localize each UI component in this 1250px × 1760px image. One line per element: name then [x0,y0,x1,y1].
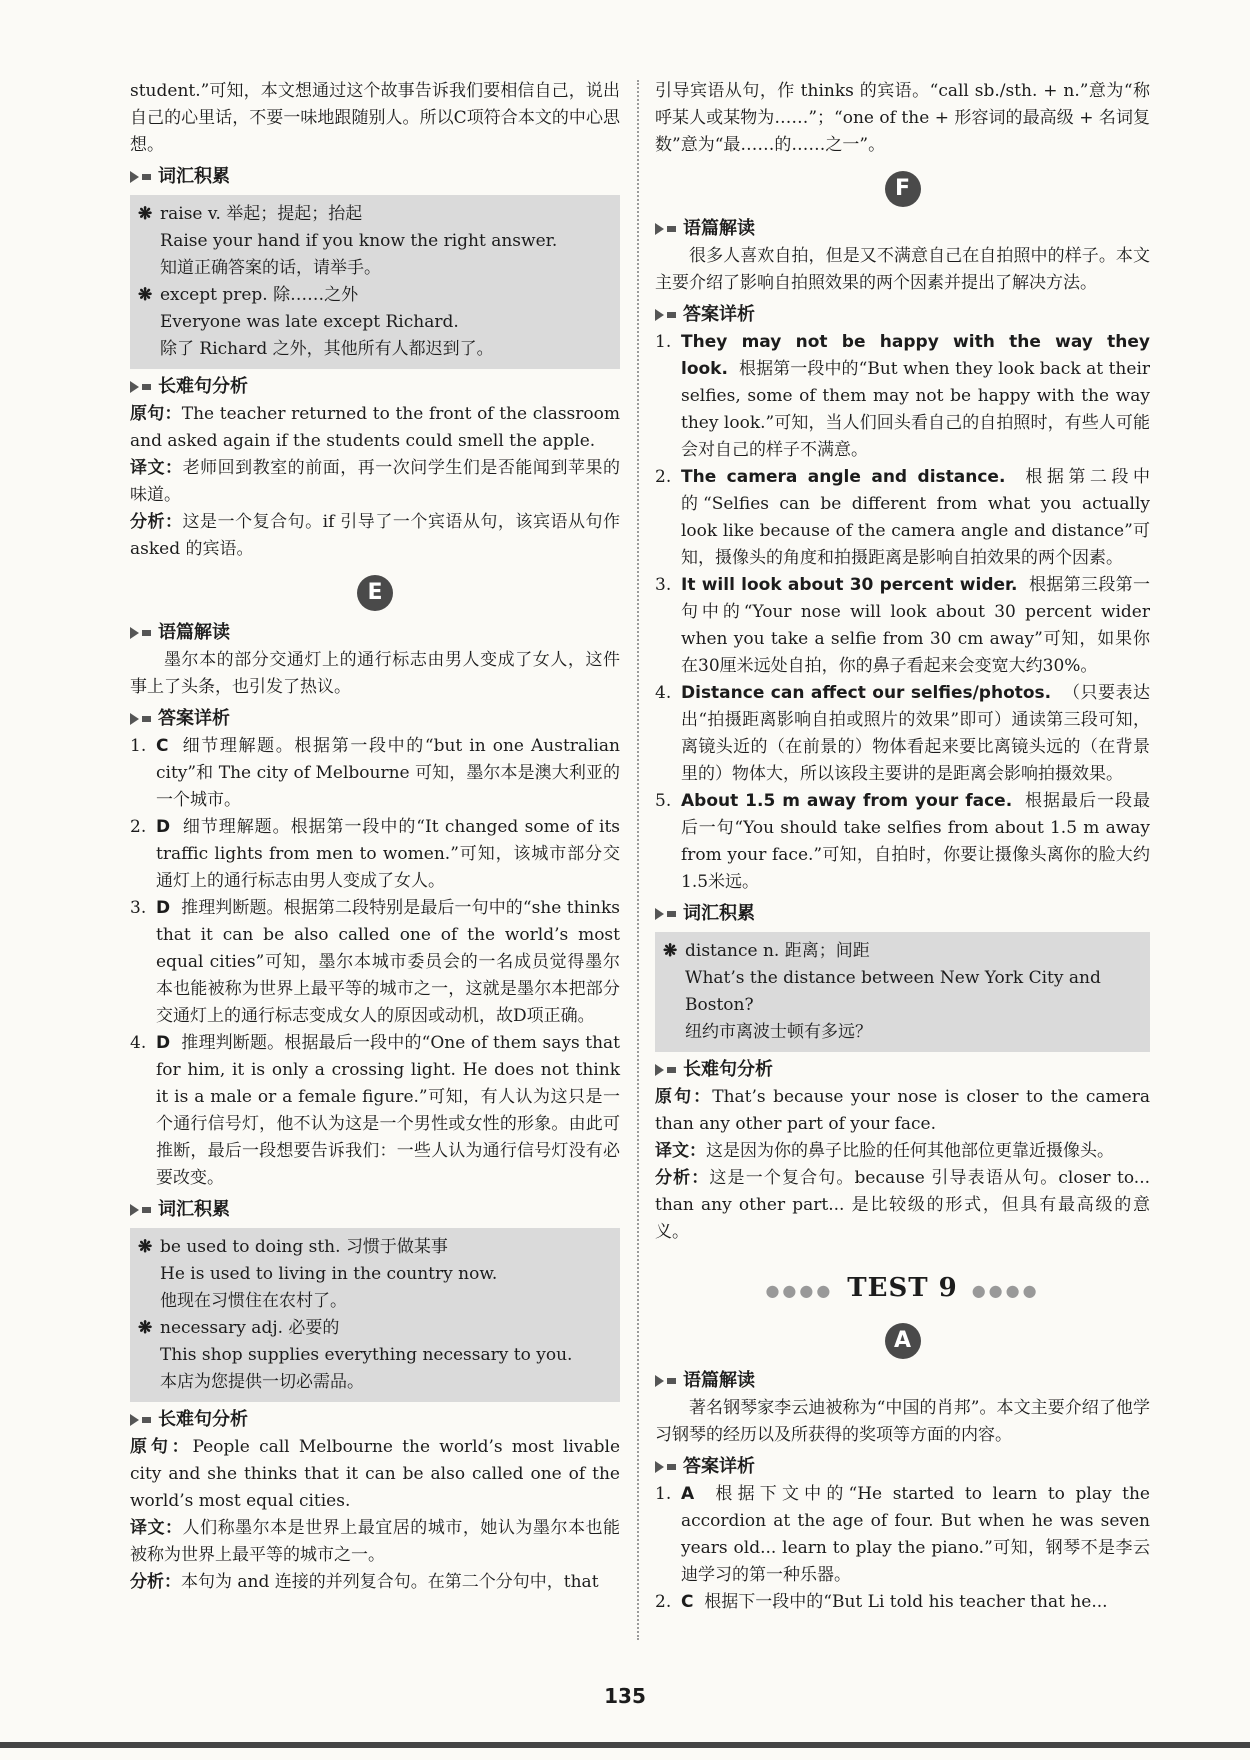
bar-icon [667,1464,676,1470]
analysis: 分析：这是一个复合句。because 引导表语从句。closer to... than any other part... 是比较级的形式，但具有最高级的意义。 [655,1168,1150,1242]
triangle-icon [655,1461,664,1473]
vocab-item: ❋ except prep. 除……之外 [138,282,608,309]
bar-icon [667,226,676,232]
bar-icon [142,1207,151,1213]
vocab-example: This shop supplies everything necessary to you. [160,1345,573,1365]
translation: 译文：这是因为你的鼻子比脸的任何其他部位更靠近摄像头。 [655,1141,1114,1161]
bar-icon [667,1378,676,1384]
vocab-item: ❋ necessary adj. 必要的 [138,1315,608,1342]
bar-icon [667,911,676,917]
section-heading: 答案详析 [130,705,620,733]
original-sentence: 原句：People call Melbourne the world’s most livable city and she thinks that it can be also called one of the world’s most equal cities. [130,1437,621,1511]
intro-paragraph: student.”可知，本文想通过这个故事告诉我们要相信自己，说出自己的心里话，不要一味地跟随别人。所以C项符合本文的中心思想。 [130,81,620,155]
reading-summary: 墨尔本的部分交通灯上的通行标志由男人变成了女人，这件事上了头条，也引发了热议。 [130,650,620,697]
vocab-box [130,1228,620,1402]
section-heading: 答案详析 [655,1453,1150,1481]
star-icon: ❋ [663,941,678,961]
bar-icon [667,312,676,318]
triangle-icon [130,1414,139,1426]
star-icon: ❋ [138,285,153,305]
vocab-translation: 他现在习惯住在农村了。 [160,1291,347,1311]
triangle-icon [655,908,664,920]
section-heading: 长难句分析 [130,373,620,401]
vocab-translation: 知道正确答案的话，请举手。 [160,258,381,278]
vocab-box [655,932,1150,1052]
triangle-icon [655,1375,664,1387]
triangle-icon [655,1064,664,1076]
translation: 译文：人们称墨尔本是世界上最宜居的城市，她认为墨尔本也能被称为世界上最平等的城市之一。 [130,1518,621,1565]
test-heading: ●●●● TEST 9 ●●●● [765,1273,1040,1303]
star-icon: ❋ [138,204,153,224]
answer-item: 3. D 推理判断题。根据第二段特别是最后一句中的“she thinks that it can be also called one of the world’s most equal cities”可知，墨尔本城市委员会的一名成员觉得墨尔本也能被称为世界上最平等的城市之一，这就是墨尔本把部分交通灯上的通行标志变成女人的原因或动机，故D项正确。 [130,898,620,1026]
analysis: 分析：这是一个复合句。if 引导了一个宾语从句，该宾语从句作 asked 的宾语。 [130,512,620,559]
vocab-translation: 纽约市离波士顿有多远？ [685,1022,872,1042]
bar-icon [142,384,151,390]
vocab-example: Raise your hand if you know the right answer. [160,231,558,251]
answer-item: 1. A 根据下文中的“He started to learn to play the accordion at the age of four. But when he was seven years old... learn to play the piano.”可知，钢琴不是李云迪学习的第一种乐器。 [655,1484,1150,1585]
triangle-icon [655,223,664,235]
triangle-icon [655,309,664,321]
bar-icon [142,174,151,180]
reading-summary: 很多人喜欢自拍，但是又不满意自己在自拍照中的样子。本文主要介绍了影响自拍照效果的两个因素并提出了解决方法。 [655,246,1150,293]
triangle-icon [130,381,139,393]
vocab-item: ❋ distance n. 距离；间距 [663,938,1138,965]
bar-icon [142,630,151,636]
vocab-example: What’s the distance between New York City and Boston? [685,968,1101,1015]
answer-item: 4. Distance can affect our selfies/photos. （只要表达出“拍摄距离影响自拍或照片的效果”即可）通读第三段可知，离镜头近的（在前景的）物体看起来要比离镜头远的（在背景里的）物体大，所以该段主要讲的是距离会影响拍摄效果。 [655,683,1150,784]
vocab-translation: 本店为您提供一切必需品。 [160,1372,364,1392]
section-heading: 长难句分析 [130,1406,620,1434]
translation: 译文：老师回到教室的前面，再一次问学生们是否能闻到苹果的味道。 [130,458,621,505]
triangle-icon [130,171,139,183]
section-heading: 词汇积累 [130,163,620,191]
triangle-icon [130,713,139,725]
left-column [130,78,620,1596]
section-heading: 词汇积累 [655,900,1150,928]
vocab-item: ❋ be used to doing sth. 习惯于做某事 [138,1234,608,1261]
bar-icon [142,1417,151,1423]
triangle-icon [130,1204,139,1216]
section-heading: 长难句分析 [655,1056,1150,1084]
analysis: 分析：本句为 and 连接的并列复合句。在第二个分句中，that [130,1572,599,1592]
section-heading: 语篇解读 [130,619,620,647]
column-divider [637,80,639,1640]
answer-item: 4. D 推理判断题。根据最后一段中的“One of them says that for him, it is only a crossing light. He does not think it is a male or a female figure.”可知，有人认为这只是一个通行信号灯，他不认为这是一个男性或女性的形象。由此可推断，最后一段想要告诉我们：一些人认为通行信号灯没有必要改变。 [130,1033,620,1188]
answer-item: 3. It will look about 30 percent wider. 根据第三段第一句中的“Your nose will look about 30 percent wider when you take a selfie from 30 cm away”可知，如果你在30厘米远处自拍，你的鼻子看起来会变宽大约30%。 [655,575,1151,676]
answer-item: 5. About 1.5 m away from your face. 根据最后一段最后一句“You should take selfies from about 1.5 m away from your face.”可知，自拍时，你要让摄像头离你的脸大约1.5米远。 [655,791,1151,892]
section-letter-badge: A [885,1323,921,1359]
answer-item: 2. The camera angle and distance. 根据第二段中的“Selfies can be different from what you actually look like because of the camera angle and distance”可知，摄像头的角度和拍摄距离是影响自拍效果的两个因素。 [655,467,1150,568]
page-number: 135 [604,1684,646,1708]
section-heading: 语篇解读 [655,1367,1150,1395]
section-letter-badge: E [357,575,393,611]
right-column [655,78,1150,1616]
bar-icon [142,716,151,722]
vocab-item: ❋ raise v. 举起；提起；抬起 [138,201,608,228]
dots-decoration: ●●●● [971,1281,1040,1300]
star-icon: ❋ [138,1237,153,1257]
vocab-translation: 除了 Richard 之外，其他所有人都迟到了。 [160,339,494,359]
star-icon: ❋ [138,1318,153,1338]
answer-item: 2. C 根据下一段中的“But Li told his teacher that he... [655,1592,1108,1612]
bottom-rule [0,1742,1250,1748]
bar-icon [667,1067,676,1073]
vocab-example: He is used to living in the country now. [160,1264,498,1284]
answer-item: 1. They may not be happy with the way they look. 根据第一段中的“But when they look back at their selfies, some of them may not be happy with the way they look.”可知，当人们回头看自己的自拍照时，有些人可能会对自己的样子不满意。 [655,332,1151,460]
dots-decoration: ●●●● [765,1281,834,1300]
reading-summary: 著名钢琴家李云迪被称为“中国的肖邦”。本文主要介绍了他学习钢琴的经历以及所获得的奖项等方面的内容。 [655,1398,1150,1445]
answer-item: 2. D 细节理解题。根据第一段中的“It changed some of its traffic lights from men to women.”可知，该城市部分交通灯上的通行标志由男人变成了女人。 [130,817,621,891]
original-sentence: 原句：The teacher returned to the front of the classroom and asked again if the students could smell the apple. [130,404,621,451]
vocab-box [130,195,620,369]
continued-paragraph: 引导宾语从句，作 thinks 的宾语。“call sb./sth. + n.”意为“称呼某人或某物为……”；“one of the + 形容词的最高级 + 名词复数”意为“最……的……之一”。 [655,81,1150,155]
triangle-icon [130,627,139,639]
section-heading: 词汇积累 [130,1196,620,1224]
vocab-example: Everyone was late except Richard. [160,312,459,332]
answer-item: 1. C 细节理解题。根据第一段中的“but in one Australian city”和 The city of Melbourne 可知，墨尔本是澳大利亚的一个城市。 [130,736,620,810]
original-sentence: 原句：That’s because your nose is closer to the camera than any other part of your face. [655,1087,1150,1134]
section-heading: 答案详析 [655,301,1150,329]
section-heading: 语篇解读 [655,215,1150,243]
section-letter-badge: F [885,171,921,207]
